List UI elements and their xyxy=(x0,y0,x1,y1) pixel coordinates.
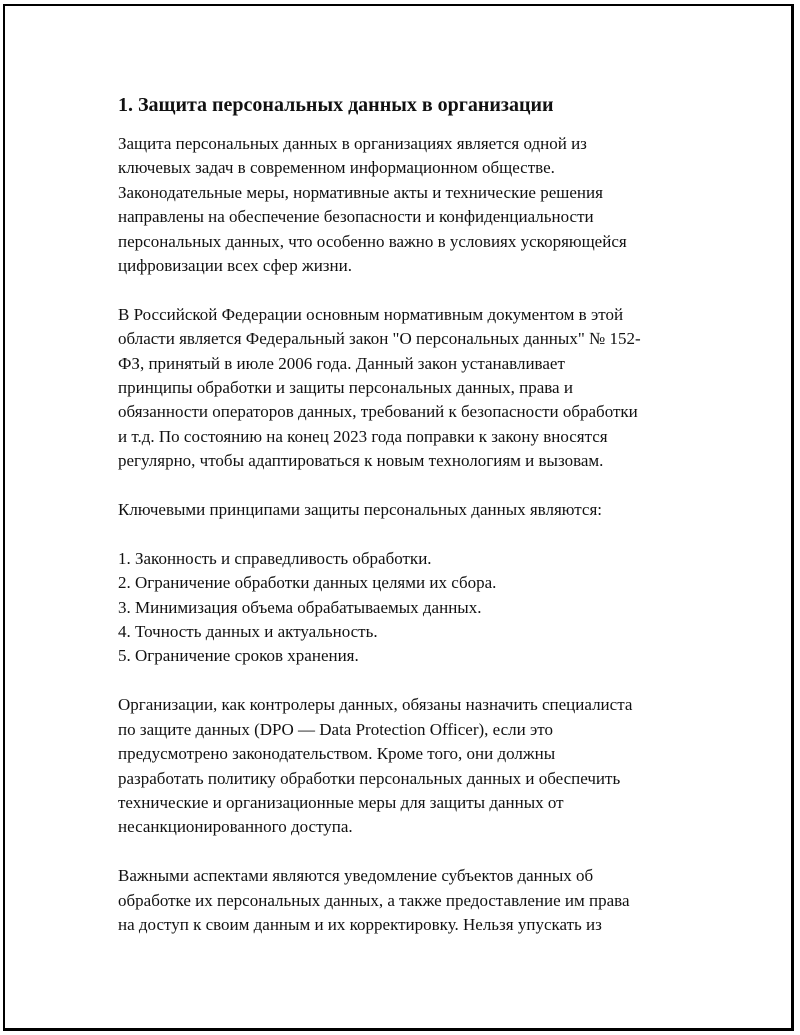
document-body xyxy=(118,92,698,962)
list-item: 2. Ограничение обработки данных целями их сбора. xyxy=(118,573,497,593)
text-line: разработать политику обработки персональных данных и обеспечить xyxy=(118,768,621,788)
paragraph-federal-law xyxy=(118,303,698,474)
paragraph-intro xyxy=(118,132,698,278)
text-line: В Российской Федерации основным нормативным документом в этой xyxy=(118,304,624,324)
text-line: обработке их персональных данных, а также предоставление им права xyxy=(118,890,630,910)
text-line: несанкционированного доступа. xyxy=(118,817,353,837)
list-item: 4. Точность данных и актуальность. xyxy=(118,622,378,642)
paragraph-principles-intro xyxy=(118,498,698,522)
text-line: направлены на обеспечение безопасности и конфиденциальности xyxy=(118,207,594,227)
section-heading: 1. Защита персональных данных в организации xyxy=(118,94,554,116)
text-line: цифровизации всех сфер жизни. xyxy=(118,256,352,276)
text-line: на доступ к своим данным и их корректировку. Нельзя упускать из xyxy=(118,914,602,934)
text-line: предусмотрено законодательством. Кроме того, они должны xyxy=(118,744,556,764)
list-item: 1. Законность и справедливость обработки. xyxy=(118,548,432,568)
paragraph-dpo xyxy=(118,693,698,839)
text-line: обязанности операторов данных, требований к безопасности обработки xyxy=(118,402,638,422)
paragraph-subject-rights xyxy=(118,864,698,937)
text-line: регулярно, чтобы адаптироваться к новым технологиям и вызовам. xyxy=(118,451,604,471)
text-line: Организации, как контролеры данных, обязаны назначить специалиста xyxy=(118,695,633,715)
text-line: ФЗ, принятый в июле 2006 года. Данный закон устанавливает xyxy=(118,353,565,373)
text-line: персональных данных, что особенно важно в условиях ускоряющейся xyxy=(118,231,627,251)
text-line: Важными аспектами являются уведомление субъектов данных об xyxy=(118,866,594,886)
text-line: Защита персональных данных в организациях является одной из xyxy=(118,134,587,153)
list-item: 3. Минимизация объема обрабатываемых данных. xyxy=(118,597,482,617)
text-line: по защите данных (DPO — Data Protection Officer), если это xyxy=(118,719,553,739)
list-item: 5. Ограничение сроков хранения. xyxy=(118,646,359,666)
text-line: области является Федеральный закон "О персональных данных" № 152- xyxy=(118,329,641,349)
text-line: Ключевыми принципами защиты персональных данных являются: xyxy=(118,500,602,520)
text-line: технические и организационные меры для защиты данных от xyxy=(118,792,564,812)
text-line: и т.д. По состоянию на конец 2023 года поправки к закону вносятся xyxy=(118,426,608,446)
principles-list xyxy=(118,547,698,669)
text-line: Законодательные меры, нормативные акты и технические решения xyxy=(118,182,603,202)
text-line: ключевых задач в современном информационном обществе. xyxy=(118,158,555,178)
text-line: принципы обработки и защиты персональных данных, права и xyxy=(118,378,573,398)
